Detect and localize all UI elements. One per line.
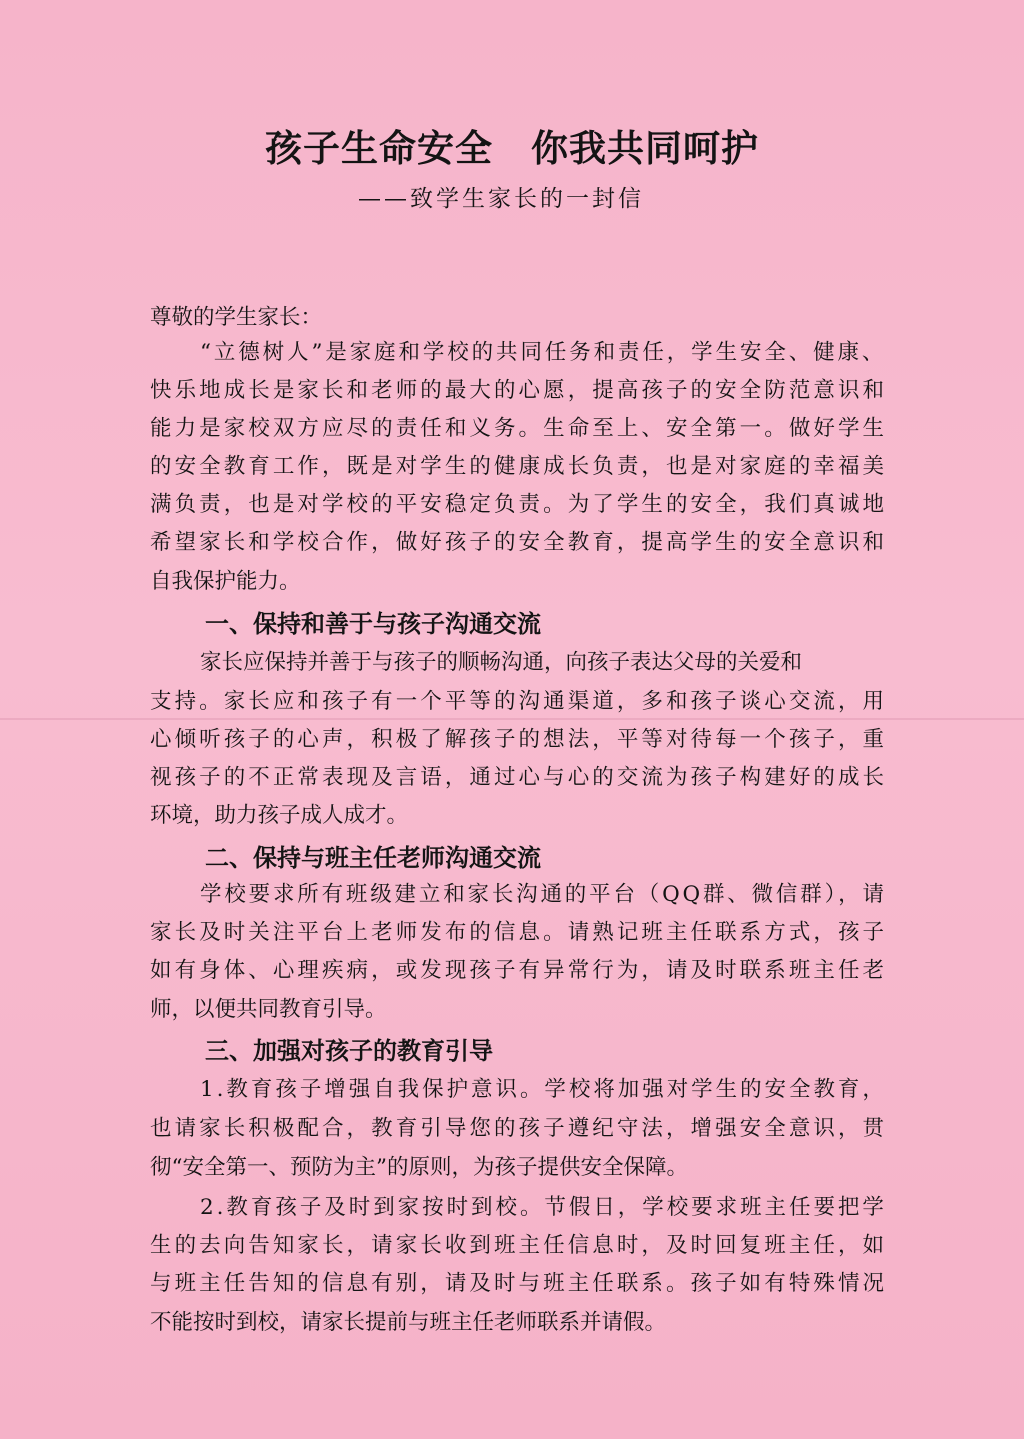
section1-line: 心倾听孩子的心声，积极了解孩子的想法，平等对待每一个孩子，重 [150,727,888,752]
section-heading-1: 一、保持和善于与孩子沟通交流 [205,610,541,638]
intro-line: “立德树人”是家庭和学校的共同任务和责任，学生安全、健康、 [200,340,887,365]
intro-line: 的安全教育工作，既是对学生的健康成长负责，也是对家庭的幸福美 [150,454,888,479]
intro-line: 满负责，也是对学校的平安稳定负责。为了学生的安全，我们真诚地 [150,492,888,517]
section1-line: 家长应保持并善于与孩子的顺畅沟通，向孩子表达父母的关爱和 [200,650,803,675]
section-heading-2: 二、保持与班主任老师沟通交流 [205,844,541,872]
section2-line: 如有身体、心理疾病，或发现孩子有异常行为，请及时联系班主任老 [150,958,888,983]
intro-line: 能力是家校双方应尽的责任和义务。生命至上、安全第一。做好学生 [150,416,888,441]
section1-line: 支持。家长应和孩子有一个平等的沟通渠道，多和孩子谈心交流，用 [150,689,888,714]
intro-line: 希望家长和学校合作，做好孩子的安全教育，提高学生的安全意识和 [150,530,888,555]
paper-fold [0,718,1024,720]
intro-line: 快乐地成长是家长和老师的最大的心愿，提高孩子的安全防范意识和 [150,378,888,403]
section3-line: 2.教育孩子及时到家按时到校。节假日，学校要求班主任要把学 [200,1195,887,1220]
section2-line: 家长及时关注平台上老师发布的信息。请熟记班主任联系方式，孩子 [150,920,888,945]
section2-line: 学校要求所有班级建立和家长沟通的平台（QQ群、微信群），请 [200,882,887,907]
section3-line: 不能按时到校，请家长提前与班主任老师联系并请假。 [150,1310,667,1335]
section1-line: 环境，助力孩子成人成才。 [150,803,409,828]
section3-line: 1.教育孩子增强自我保护意识。学校将加强对学生的安全教育， [200,1077,887,1102]
section3-line: 彻“安全第一、预防为主”的原则，为孩子提供安全保障。 [150,1155,688,1180]
letter-title: 孩子生命安全 你我共同呵护 [265,127,759,170]
section3-line: 生的去向告知家长，请家长收到班主任信息时，及时回复班主任，如 [150,1233,888,1258]
salutation: 尊敬的学生家长： [150,305,323,330]
section2-line: 师，以便共同教育引导。 [150,997,387,1022]
section3-line: 也请家长积极配合，教育引导您的孩子遵纪守法，增强安全意识，贯 [150,1116,888,1141]
section-heading-3: 三、加强对孩子的教育引导 [205,1037,493,1065]
section3-line: 与班主任告知的信息有别，请及时与班主任联系。孩子如有特殊情况 [150,1271,888,1296]
letter-subtitle: ——致学生家长的一封信 [358,186,644,212]
section1-line: 视孩子的不正常表现及言语，通过心与心的交流为孩子构建好的成长 [150,765,888,790]
intro-line: 自我保护能力。 [150,569,301,594]
